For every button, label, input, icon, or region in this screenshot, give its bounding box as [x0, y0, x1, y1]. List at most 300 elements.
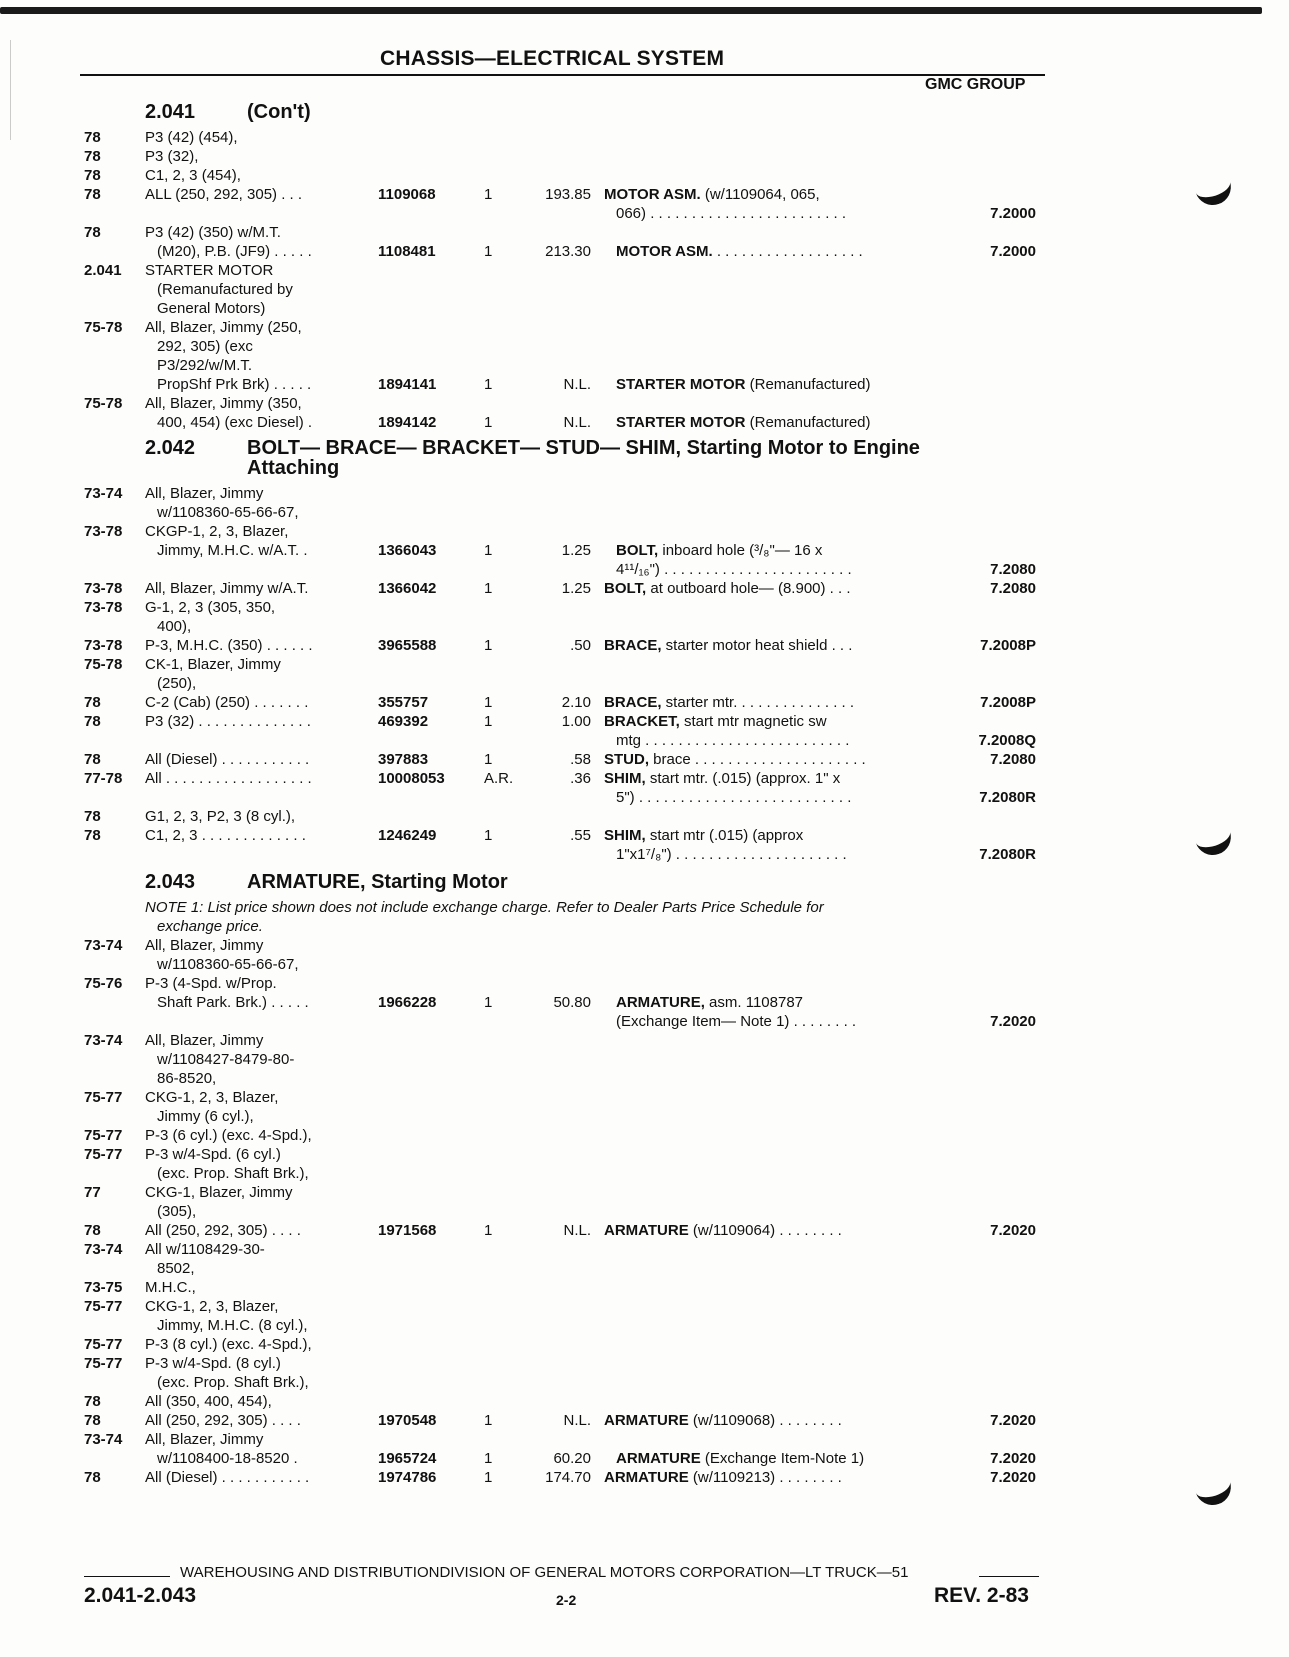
quantity: 1: [484, 580, 493, 597]
application: Jimmy, M.H.C. (8 cyl.),: [157, 1317, 308, 1334]
model-year: 73-74: [84, 937, 123, 954]
part-row: [0, 1468, 1289, 1487]
part-number: 1246249: [378, 827, 437, 844]
part-row: [0, 617, 1289, 636]
list-price: 174.70: [545, 1469, 591, 1486]
model-year: 77: [84, 1184, 101, 1201]
application: P3 (32) . . . . . . . . . . . . . .: [145, 713, 311, 730]
section-heading: [0, 100, 1289, 124]
part-row: [0, 413, 1289, 432]
application: (Remanufactured by: [157, 281, 293, 298]
description: [604, 579, 851, 598]
description-text: brace . . . . . . . . . . . . . . . . . . . . .: [649, 751, 866, 768]
quantity: A.R.: [484, 770, 514, 787]
part-row: [0, 1259, 1289, 1278]
part-row: [0, 522, 1289, 541]
model-year: 78: [84, 1222, 101, 1239]
application: w/1108360-65-66-67,: [157, 504, 299, 521]
description-text: start mtr magnetic sw: [679, 713, 827, 730]
model-year: 78: [84, 186, 101, 203]
description-text: (Remanufactured): [745, 376, 871, 393]
description-keyword: MOTOR ASM.: [604, 186, 701, 203]
application: (305),: [157, 1203, 197, 1220]
description: [604, 693, 854, 712]
list-price: .58: [570, 751, 591, 768]
footer-division-line: [84, 1564, 1069, 1584]
part-row: [0, 147, 1289, 166]
model-year: 77-78: [84, 770, 123, 787]
model-year: 73-74: [84, 485, 123, 502]
part-row: [0, 807, 1289, 826]
description: [604, 560, 852, 579]
part-number: 1366042: [378, 580, 437, 597]
quantity: 1: [484, 713, 493, 730]
quantity: 1: [484, 994, 493, 1011]
application: P-3 w/4-Spd. (6 cyl.): [145, 1146, 281, 1163]
part-number: 1108481: [378, 243, 436, 260]
part-number: 1109068: [378, 186, 436, 203]
section-heading: [0, 456, 1289, 480]
application: (exc. Prop. Shaft Brk.),: [157, 1374, 309, 1391]
application: C1, 2, 3 (454),: [145, 167, 241, 184]
part-row: [0, 223, 1289, 242]
part-row: [0, 693, 1289, 712]
description-keyword: STARTER MOTOR: [616, 376, 746, 393]
part-row: [0, 579, 1289, 598]
part-row: [0, 955, 1289, 974]
footer-division: WAREHOUSING AND DISTRIBUTIONDIVISION OF GENERAL MOTORS CORPORATION—LT TRUCK—51: [180, 1564, 909, 1581]
section-number: 2.042: [145, 437, 196, 459]
group-number: 7.2080R: [979, 846, 1036, 863]
part-row: [0, 299, 1289, 318]
part-row: [0, 769, 1289, 788]
quantity: 1: [484, 542, 493, 559]
description-keyword: BOLT,: [616, 542, 659, 559]
application: w/1108360-65-66-67,: [157, 956, 299, 973]
part-row: [0, 280, 1289, 299]
group-number: 7.2000: [990, 205, 1036, 222]
part-row: [0, 1240, 1289, 1259]
description-text: (w/1109064) . . . . . . . .: [688, 1222, 842, 1239]
part-row: [0, 1449, 1289, 1468]
part-row: [0, 993, 1289, 1012]
part-row: [0, 1202, 1289, 1221]
part-row: [0, 375, 1289, 394]
part-row: [0, 750, 1289, 769]
application: G1, 2, 3, P2, 3 (8 cyl.),: [145, 808, 296, 825]
footer-page-number: 2-2: [556, 1592, 577, 1608]
quantity: 1: [484, 1412, 493, 1429]
part-row: [0, 1221, 1289, 1240]
application: P3 (42) (454),: [145, 129, 238, 146]
part-row: [0, 936, 1289, 955]
group-number: 7.2080: [990, 580, 1036, 597]
part-row: [0, 356, 1289, 375]
part-number: 1970548: [378, 1412, 437, 1429]
group-label: GMC GROUP: [925, 76, 1026, 93]
model-year: 73-78: [84, 580, 123, 597]
part-row: [0, 1297, 1289, 1316]
application: Jimmy, M.H.C. w/A.T. .: [157, 542, 308, 559]
description-text: asm. 1108787: [704, 994, 804, 1011]
description-text: start mtr (.015) (approx: [645, 827, 804, 844]
description-keyword: BRACE,: [604, 694, 662, 711]
part-row: [0, 1031, 1289, 1050]
section-title: (Con't): [247, 101, 311, 123]
description-keyword: SHIM,: [604, 827, 646, 844]
part-row: [0, 261, 1289, 280]
application: (exc. Prop. Shaft Brk.),: [157, 1165, 309, 1182]
application: All (Diesel) . . . . . . . . . . .: [145, 751, 310, 768]
description-keyword: ARMATURE: [616, 1450, 701, 1467]
application: All w/1108429-30-: [145, 1241, 265, 1258]
description-keyword: STUD,: [604, 751, 649, 768]
description-keyword: ARMATURE,: [616, 994, 705, 1011]
description: [604, 731, 849, 750]
section-number: 2.043: [145, 871, 196, 893]
part-row: [0, 826, 1289, 845]
description-text: start mtr. (.015) (approx. 1" x: [645, 770, 841, 787]
quantity: 1: [484, 694, 493, 711]
group-number: 7.2020: [990, 1222, 1036, 1239]
model-year: 78: [84, 167, 101, 184]
part-row: [0, 598, 1289, 617]
list-price: N.L.: [563, 1222, 591, 1239]
part-number: 1894142: [378, 414, 437, 431]
group-number: 7.2020: [990, 1450, 1036, 1467]
list-price: 50.80: [553, 994, 591, 1011]
part-row: [0, 394, 1289, 413]
application: All, Blazer, Jimmy: [145, 1431, 264, 1448]
section-title: ARMATURE, Starting Motor: [247, 871, 508, 893]
description: [604, 204, 846, 223]
part-row: [0, 1392, 1289, 1411]
application: P-3 (6 cyl.) (exc. 4-Spd.),: [145, 1127, 312, 1144]
part-row: [0, 541, 1289, 560]
model-year: 78: [84, 148, 101, 165]
description-text: (w/1109068) . . . . . . . .: [688, 1412, 842, 1429]
description-text: (Remanufactured): [745, 414, 871, 431]
application: Jimmy (6 cyl.),: [157, 1108, 254, 1125]
description-keyword: MOTOR ASM.: [616, 243, 713, 260]
description: [604, 1449, 864, 1468]
list-price: 2.10: [561, 694, 591, 711]
application: ALL (250, 292, 305) . . .: [145, 186, 303, 203]
quantity: 1: [484, 827, 493, 844]
list-price: .55: [570, 827, 591, 844]
application: (M20), P.B. (JF9) . . . . .: [157, 243, 312, 260]
application: P-3 w/4-Spd. (8 cyl.): [145, 1355, 281, 1372]
part-number: 1894141: [378, 376, 437, 393]
description-text: (Exchange Item-Note 1): [700, 1450, 865, 1467]
description-text: (w/1109213) . . . . . . . .: [688, 1469, 842, 1486]
model-year: 78: [84, 827, 101, 844]
group-number: 7.2020: [990, 1013, 1036, 1030]
description: [604, 242, 863, 261]
list-price: N.L.: [563, 1412, 591, 1429]
list-price: .50: [570, 637, 591, 654]
list-price: 1.25: [561, 580, 591, 597]
application: General Motors): [157, 300, 266, 317]
application: All, Blazer, Jimmy (250,: [145, 319, 302, 336]
description: [604, 636, 852, 655]
list-price: N.L.: [563, 414, 591, 431]
note-row: [0, 898, 1289, 917]
group-number: 7.2000: [990, 243, 1036, 260]
title-rule: [80, 74, 1045, 76]
part-row: [0, 655, 1289, 674]
application: G-1, 2, 3 (305, 350,: [145, 599, 276, 616]
application: exchange price.: [157, 918, 263, 935]
application: All . . . . . . . . . . . . . . . . . .: [145, 770, 312, 787]
description: [604, 993, 803, 1012]
description-text: (w/1109064, 065,: [700, 186, 820, 203]
application: CKGP-1, 2, 3, Blazer,: [145, 523, 289, 540]
top-edge-bar: [0, 7, 1262, 14]
footer-rule-left: [84, 1576, 170, 1577]
footer-revision: REV. 2-83: [934, 1584, 1029, 1607]
application: 86-8520,: [157, 1070, 217, 1087]
part-row: [0, 1183, 1289, 1202]
application: All (Diesel) . . . . . . . . . . .: [145, 1469, 310, 1486]
application: C-2 (Cab) (250) . . . . . . .: [145, 694, 309, 711]
description: [604, 1411, 842, 1430]
application: All, Blazer, Jimmy (350,: [145, 395, 302, 412]
group-number: 7.2008Q: [978, 732, 1036, 749]
model-year: 73-74: [84, 1032, 123, 1049]
description-text: 5") . . . . . . . . . . . . . . . . . . . . . . . . . .: [616, 789, 852, 806]
description: [604, 1221, 842, 1240]
list-price: N.L.: [563, 376, 591, 393]
part-number: 1966228: [378, 994, 437, 1011]
footer-section: 2.041-2.043: [84, 1584, 197, 1607]
quantity: 1: [484, 243, 493, 260]
part-row: [0, 1430, 1289, 1449]
quantity: 1: [484, 186, 493, 203]
model-year: 78: [84, 129, 101, 146]
part-row: [0, 1278, 1289, 1297]
part-number: 469392: [378, 713, 429, 730]
description-text: inboard hole (³/₈"— 16 x: [658, 542, 823, 559]
section-heading: [0, 870, 1289, 894]
description: [604, 375, 871, 394]
part-number: 10008053: [378, 770, 445, 787]
part-row: [0, 1335, 1289, 1354]
part-row: [0, 788, 1289, 807]
model-year: 75-78: [84, 656, 123, 673]
model-year: 78: [84, 224, 101, 241]
part-number: 1974786: [378, 1469, 437, 1486]
model-year: 78: [84, 1469, 101, 1486]
description-text: (Exchange Item— Note 1) . . . . . . . .: [616, 1013, 857, 1030]
model-year: 75-77: [84, 1127, 123, 1144]
description-text: starter motor heat shield . . .: [661, 637, 853, 654]
description-text: 4¹¹/₁₆") . . . . . . . . . . . . . . . . . . . . . . .: [616, 561, 852, 578]
application: P3 (32),: [145, 148, 199, 165]
description: [604, 185, 820, 204]
application: P-3 (4-Spd. w/Prop.: [145, 975, 277, 992]
part-row: [0, 484, 1289, 503]
model-year: 78: [84, 808, 101, 825]
description-keyword: ARMATURE: [604, 1222, 689, 1239]
model-year: 75-77: [84, 1146, 123, 1163]
model-year: 78: [84, 713, 101, 730]
application: NOTE 1: List price shown does not include exchange charge. Refer to Dealer Parts Price Schedule for: [145, 899, 824, 916]
part-row: [0, 845, 1289, 864]
quantity: 1: [484, 1222, 493, 1239]
group-number: 7.2080: [990, 561, 1036, 578]
application: All, Blazer, Jimmy w/A.T.: [145, 580, 309, 597]
list-price: 193.85: [545, 186, 591, 203]
part-row: [0, 1316, 1289, 1335]
list-price: .36: [570, 770, 591, 787]
part-row: [0, 974, 1289, 993]
application: (250),: [157, 675, 197, 692]
application: CKG-1, 2, 3, Blazer,: [145, 1089, 279, 1106]
application: P3 (42) (350) w/M.T.: [145, 224, 281, 241]
model-year: 78: [84, 1393, 101, 1410]
description: [604, 769, 840, 788]
part-number: 1965724: [378, 1450, 437, 1467]
application: PropShf Prk Brk) . . . . .: [157, 376, 312, 393]
description-keyword: ARMATURE: [604, 1469, 689, 1486]
list-price: 1.00: [561, 713, 591, 730]
part-row: [0, 1069, 1289, 1088]
section-number: 2.041: [145, 101, 196, 123]
section-title: Attaching: [247, 457, 340, 479]
part-row: [0, 1373, 1289, 1392]
description-text: at outboard hole— (8.900) . . .: [646, 580, 851, 597]
model-year: 78: [84, 694, 101, 711]
application: CKG-1, Blazer, Jimmy: [145, 1184, 293, 1201]
application: CK-1, Blazer, Jimmy: [145, 656, 281, 673]
application: All, Blazer, Jimmy: [145, 937, 264, 954]
part-row: [0, 1050, 1289, 1069]
description: [604, 788, 851, 807]
description: [604, 1468, 842, 1487]
application: w/1108427-8479-80-: [157, 1051, 295, 1068]
model-year: 2.041: [84, 262, 122, 279]
part-row: [0, 1411, 1289, 1430]
part-row: [0, 1126, 1289, 1145]
part-row: [0, 242, 1289, 261]
description-keyword: STARTER MOTOR: [616, 414, 746, 431]
model-year: 73-78: [84, 599, 123, 616]
part-row: [0, 674, 1289, 693]
model-year: 73-74: [84, 1431, 123, 1448]
application: CKG-1, 2, 3, Blazer,: [145, 1298, 279, 1315]
description-text: . . . . . . . . . . . . . . . . . .: [712, 243, 863, 260]
part-row: [0, 712, 1289, 731]
quantity: 1: [484, 751, 493, 768]
application: P3/292/w/M.T.: [157, 357, 253, 374]
description: [604, 826, 803, 845]
application: All (250, 292, 305) . . . .: [145, 1412, 301, 1429]
part-row: [0, 166, 1289, 185]
description-text: starter mtr. . . . . . . . . . . . . . .: [661, 694, 855, 711]
part-row: [0, 503, 1289, 522]
group-number: 7.2008P: [980, 637, 1036, 654]
description: [604, 712, 827, 731]
description-keyword: BOLT,: [604, 580, 647, 597]
part-row: [0, 1164, 1289, 1183]
part-number: 397883: [378, 751, 429, 768]
page-title: CHASSIS—ELECTRICAL SYSTEM: [380, 47, 725, 70]
part-row: [0, 318, 1289, 337]
part-row: [0, 560, 1289, 579]
model-year: 75-78: [84, 319, 123, 336]
description-text: 1"x1⁷/₈") . . . . . . . . . . . . . . . . . . . . .: [616, 846, 847, 863]
part-row: [0, 185, 1289, 204]
list-price: 60.20: [553, 1450, 591, 1467]
description-keyword: ARMATURE: [604, 1412, 689, 1429]
application: All, Blazer, Jimmy: [145, 1032, 264, 1049]
model-year: 75-76: [84, 975, 123, 992]
description: [604, 845, 847, 864]
part-row: [0, 128, 1289, 147]
model-year: 75-77: [84, 1089, 123, 1106]
part-row: [0, 1107, 1289, 1126]
group-number: 7.2008P: [980, 694, 1036, 711]
group-number: 7.2020: [990, 1412, 1036, 1429]
model-year: 75-77: [84, 1336, 123, 1353]
application: 292, 305) (exc: [157, 338, 253, 355]
application: Shaft Park. Brk.) . . . . .: [157, 994, 309, 1011]
section-title: BOLT— BRACE— BRACKET— STUD— SHIM, Starting Motor to Engine: [247, 437, 920, 459]
application: All, Blazer, Jimmy: [145, 485, 264, 502]
description: [604, 413, 871, 432]
part-row: [0, 636, 1289, 655]
quantity: 1: [484, 414, 493, 431]
part-number: 3965588: [378, 637, 437, 654]
margin-marks: [10, 40, 15, 140]
part-number: 1971568: [378, 1222, 437, 1239]
group-number: 7.2080R: [979, 789, 1036, 806]
part-number: 355757: [378, 694, 429, 711]
application: C1, 2, 3 . . . . . . . . . . . . .: [145, 827, 306, 844]
model-year: 73-78: [84, 523, 123, 540]
part-row: [0, 204, 1289, 223]
group-number: 7.2080: [990, 751, 1036, 768]
application: All (250, 292, 305) . . . .: [145, 1222, 301, 1239]
description-text: mtg . . . . . . . . . . . . . . . . . . . . . . . . .: [616, 732, 850, 749]
application: M.H.C.,: [145, 1279, 196, 1296]
part-row: [0, 1012, 1289, 1031]
quantity: 1: [484, 1469, 493, 1486]
description-keyword: BRACE,: [604, 637, 662, 654]
application: 400, 454) (exc Diesel) .: [157, 414, 313, 431]
part-row: [0, 1145, 1289, 1164]
part-number: 1366043: [378, 542, 437, 559]
application: STARTER MOTOR: [145, 262, 274, 279]
description-text: 066) . . . . . . . . . . . . . . . . . . . . . . . .: [616, 205, 847, 222]
note-row: [0, 917, 1289, 936]
model-year: 73-75: [84, 1279, 123, 1296]
model-year: 73-74: [84, 1241, 123, 1258]
model-year: 73-78: [84, 637, 123, 654]
model-year: 75-77: [84, 1298, 123, 1315]
model-year: 75-78: [84, 395, 123, 412]
part-row: [0, 1354, 1289, 1373]
model-year: 78: [84, 1412, 101, 1429]
list-price: 213.30: [545, 243, 591, 260]
quantity: 1: [484, 376, 493, 393]
application: 400),: [157, 618, 192, 635]
application: w/1108400-18-8520 .: [157, 1450, 298, 1467]
footer-rule-right: [979, 1576, 1039, 1577]
group-number: 7.2020: [990, 1469, 1036, 1486]
part-row: [0, 1088, 1289, 1107]
